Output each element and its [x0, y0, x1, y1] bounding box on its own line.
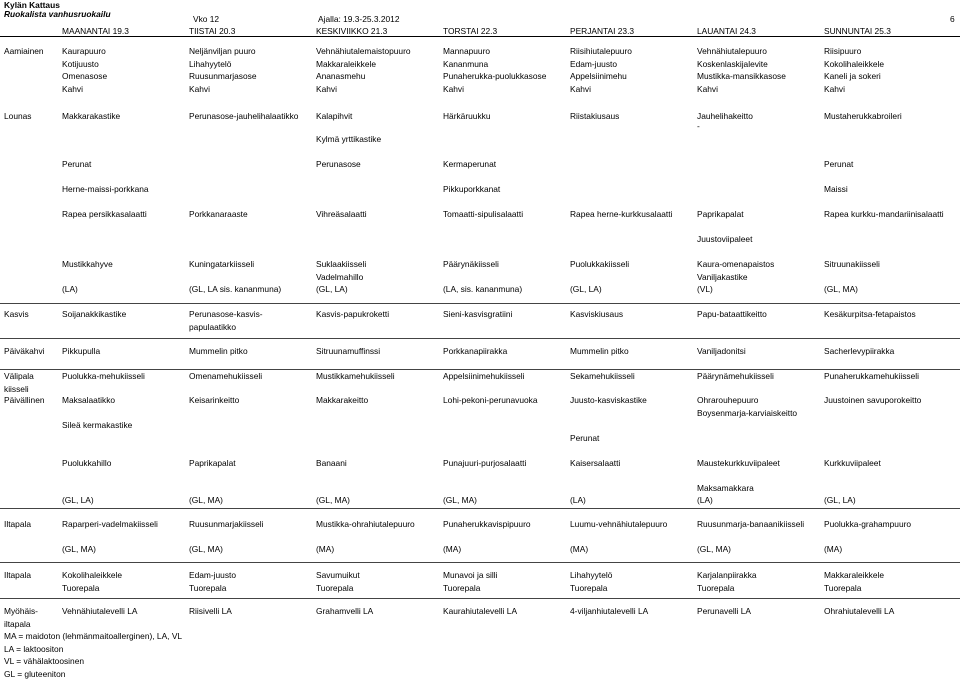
diet-code: (LA) — [62, 284, 78, 294]
meal-label-paivallinen: Päivällinen — [4, 395, 45, 405]
menu-item: Kesäkurpitsa-fetapaistos — [824, 309, 916, 319]
diet-code: (MA) — [570, 544, 589, 554]
meal-label-myohaisiltapala: Myöhäis- — [4, 606, 38, 616]
menu-item: Luumu-vehnähiutalepuuro — [570, 519, 668, 529]
meal-label-myohaisiltapala: iltapala — [4, 618, 31, 629]
menu-item: Puolukkahillo — [62, 458, 112, 468]
diet-code: (GL, LA) — [316, 284, 348, 294]
menu-item-dash: - — [697, 121, 700, 131]
menu-item: Juustoinen savuporokeitto — [824, 395, 922, 405]
diet-code: (LA, sis. kananmuna) — [443, 284, 523, 294]
menu-item: Suklaakiisseli — [316, 259, 367, 269]
menu-item: Kasviskiusaus — [570, 309, 624, 319]
menu-item: Kurkkuviipaleet — [824, 458, 881, 468]
meal-label-valipala: kiisseli — [4, 383, 29, 394]
menu-item: Kahvi — [697, 83, 718, 94]
menu-item: Kokolihaleikkele — [824, 58, 885, 69]
menu-item: Mustaherukkabroileri — [824, 111, 902, 121]
diet-code: (GL, LA sis. kananmuna) — [189, 284, 282, 294]
menu-item: Rapea persikkasalaatti — [62, 209, 147, 219]
menu-item: Perunat — [824, 159, 854, 169]
document-title: Kylän Kattaus — [4, 0, 60, 10]
menu-item: Maksamakkara — [697, 483, 754, 493]
menu-item: Tuorepala — [824, 582, 862, 593]
section-divider — [0, 338, 960, 339]
menu-item: Soijanakkikastike — [62, 309, 127, 319]
menu-item: Omenasose — [62, 71, 108, 81]
menu-item: Edam-juusto — [570, 58, 618, 69]
diet-code: (GL, LA) — [62, 495, 94, 505]
day-header: TIISTAI 20.3 — [189, 26, 236, 36]
menu-item: Neljänviljan puuro — [189, 46, 256, 56]
section-divider — [0, 598, 960, 599]
menu-item: Kermaperunat — [443, 159, 497, 169]
meal-label-aamiainen: Aamiainen — [4, 46, 44, 56]
menu-item: Makkarakeitto — [316, 395, 369, 405]
menu-item: Boysenmarja-karviaiskeitto — [697, 408, 798, 418]
menu-item: Kaurapuuro — [62, 46, 106, 56]
menu-item: Banaani — [316, 458, 347, 468]
menu-item: Ruusunmarja-banaanikiisseli — [697, 519, 805, 529]
document-subtitle: Ruokalista vanhusruokailu — [4, 9, 111, 19]
menu-item: Tuorepala — [443, 582, 481, 593]
menu-item: Makkarakastike — [62, 111, 121, 121]
menu-item: Kahvi — [443, 83, 464, 94]
legend-line: GL = gluteeniton — [4, 668, 66, 679]
section-divider — [0, 508, 960, 509]
page-number: 6 — [950, 14, 955, 24]
menu-item: Puolukka-grahampuuro — [824, 519, 912, 529]
menu-item: Vaniljadonitsi — [697, 346, 746, 356]
menu-item: Vadelmahillo — [316, 271, 364, 282]
menu-item: Kahvi — [316, 83, 337, 94]
menu-item: Mustikka-mansikkasose — [697, 71, 786, 81]
meal-label-iltapala: Iltapala — [4, 570, 32, 580]
menu-item: Tuorepala — [697, 582, 735, 593]
menu-item: Herne-maissi-porkkana — [62, 184, 149, 194]
menu-item: Mustikkahyve — [62, 259, 113, 269]
menu-item: Savumuikut — [316, 570, 360, 580]
meal-label-lounas: Lounas — [4, 111, 32, 121]
diet-code: (GL, LA) — [824, 495, 856, 505]
menu-item: Kananmuna — [443, 58, 489, 69]
menu-item: Tuorepala — [570, 582, 608, 593]
menu-item: Koskenlaskijalevite — [697, 58, 768, 69]
menu-item: Perunavelli LA — [697, 606, 752, 616]
menu-item: Vaniljakastike — [697, 271, 748, 282]
menu-item: 4-viljanhiutalevelli LA — [570, 606, 649, 616]
day-header: PERJANTAI 23.3 — [570, 26, 635, 36]
day-header: MAANANTAI 19.3 — [62, 26, 129, 36]
menu-item: Sitruunakiisseli — [824, 259, 880, 269]
menu-item: Sacherlevypiirakka — [824, 346, 895, 356]
section-divider — [0, 562, 960, 563]
menu-item: Papu-bataattikeitto — [697, 309, 767, 319]
menu-item: Makkaraleikkele — [824, 570, 885, 580]
menu-item: Riisivelli LA — [189, 606, 232, 616]
menu-item: Mustikkamehukiisseli — [316, 371, 395, 381]
menu-item: Kahvi — [570, 83, 591, 94]
day-header: TORSTAI 22.3 — [443, 26, 498, 36]
menu-item: Tomaatti-sipulisalaatti — [443, 209, 524, 219]
menu-item: Omenamehukiisseli — [189, 371, 263, 381]
legend-line: VL = vähälaktoosinen — [4, 656, 85, 666]
day-header: KESKIVIIKKO 21.3 — [316, 26, 388, 36]
menu-item: Vehnähiutalemaistopuuro — [316, 46, 411, 56]
menu-item: Ruusunmarjasose — [189, 71, 257, 81]
menu-item: Punaherukka-puolukkasose — [443, 71, 547, 81]
menu-item: Kahvi — [189, 83, 210, 94]
menu-item: Munavoi ja silli — [443, 570, 498, 580]
header-rule — [0, 36, 960, 37]
menu-item: Pikkuporkkanat — [443, 184, 501, 194]
menu-item: Pikkupulla — [62, 346, 101, 356]
menu-item: Kaisersalaatti — [570, 458, 621, 468]
menu-item: Mummelin pitko — [189, 346, 248, 356]
menu-item: Puolukka-mehukiisseli — [62, 371, 145, 381]
menu-item: Punaherukkamehukiisseli — [824, 371, 919, 381]
menu-item: Mummelin pitko — [570, 346, 629, 356]
menu-item: Riisipuuro — [824, 46, 862, 56]
menu-item: Kaneli ja sokeri — [824, 71, 881, 81]
menu-item: Maustekurkkuviipaleet — [697, 458, 780, 468]
meal-label-paivakahvi: Päiväkahvi — [4, 346, 45, 356]
menu-item: Perunasose-jauhelihalaatikko — [189, 111, 299, 121]
menu-item: Perunasose-kasvis- — [189, 309, 263, 319]
menu-item: Punaherukkavispipuuro — [443, 519, 531, 529]
menu-item: Appelsiinimehu — [570, 71, 627, 81]
diet-code: (GL, MA) — [316, 495, 350, 505]
menu-item: Edam-juusto — [189, 570, 237, 580]
menu-item: Paprikapalat — [189, 458, 236, 468]
menu-item: Sileä kermakastike — [62, 420, 133, 430]
menu-item: Kokolihaleikkele — [62, 570, 123, 580]
menu-item: papulaatikko — [189, 321, 237, 332]
menu-item: Keisarinkeitto — [189, 395, 240, 405]
diet-code: (GL, MA) — [824, 284, 858, 294]
menu-item: Kasvis-papukroketti — [316, 309, 390, 319]
menu-item: Rapea herne-kurkkusalaatti — [570, 209, 673, 219]
menu-item: Punajuuri-purjosalaatti — [443, 458, 527, 468]
menu-item: Tuorepala — [316, 582, 354, 593]
menu-item: Sitruunamuffinssi — [316, 346, 381, 356]
menu-item: Sekamehukiisseli — [570, 371, 635, 381]
diet-code: (LA) — [570, 495, 586, 505]
menu-item: Kahvi — [62, 83, 83, 94]
menu-item: Kotijuusto — [62, 58, 99, 69]
meal-label-kasvis: Kasvis — [4, 309, 29, 319]
menu-item: Perunat — [62, 159, 92, 169]
menu-item: Kalapihvit — [316, 111, 353, 121]
day-header: SUNNUNTAI 25.3 — [824, 26, 891, 36]
menu-item: Juusto-kasviskastike — [570, 395, 647, 405]
menu-item: Paprikapalat — [697, 209, 744, 219]
menu-item: Grahamvelli LA — [316, 606, 374, 616]
meal-label-iltapala: Iltapala — [4, 519, 32, 529]
week-label: Vko 12 — [193, 14, 220, 24]
menu-item: Kaurahiutalevelli LA — [443, 606, 518, 616]
menu-item: Kuningatarkiisseli — [189, 259, 255, 269]
menu-item: Härkäruukku — [443, 111, 491, 121]
menu-item: Porkkanapiirakka — [443, 346, 508, 356]
menu-item: Makkaraleikkele — [316, 58, 377, 69]
menu-item: Tuorepala — [189, 582, 227, 593]
diet-code: (GL, MA) — [189, 495, 223, 505]
menu-item: Mustikka-ohrahiutalepuuro — [316, 519, 415, 529]
diet-code: (MA) — [443, 544, 462, 554]
menu-item: Ohrarouhepuuro — [697, 395, 759, 405]
legend-line: LA = laktoositon — [4, 643, 64, 654]
menu-item: Tuorepala — [62, 582, 100, 593]
section-divider — [0, 369, 960, 370]
menu-item: Vehnähiutalevelli LA — [62, 606, 138, 616]
period-label: Ajalla: 19.3-25.3.2012 — [318, 14, 400, 24]
menu-item: Riistakiusaus — [570, 111, 620, 121]
diet-code: (LA) — [697, 495, 713, 505]
diet-code: (MA) — [824, 544, 843, 554]
menu-item: Raparperi-vadelmakiisseli — [62, 519, 158, 529]
menu-item: Kahvi — [824, 83, 845, 94]
diet-code: (MA) — [316, 544, 335, 554]
menu-item: Päärynäkiisseli — [443, 259, 499, 269]
day-header: LAUANTAI 24.3 — [697, 26, 756, 36]
diet-code: (GL, MA) — [443, 495, 477, 505]
menu-item: Kylmä yrttikastike — [316, 134, 382, 144]
menu-item: Perunat — [570, 433, 600, 443]
menu-item: Ohrahiutalevelli LA — [824, 606, 895, 616]
menu-item: Sieni-kasvisgratiini — [443, 309, 513, 319]
menu-item: Maksalaatikko — [62, 395, 116, 405]
menu-item: Riisihiutalepuuro — [570, 46, 632, 56]
section-divider — [0, 303, 960, 304]
menu-item: Ananasmehu — [316, 71, 366, 81]
menu-item: Päärynämehukiisseli — [697, 371, 774, 381]
diet-code: (VL) — [697, 284, 713, 294]
menu-item: Rapea kurkku-mandariinisalaatti — [824, 209, 944, 219]
menu-item: Vehnähiutalepuuro — [697, 46, 767, 56]
menu-item: Appelsiinimehukiisseli — [443, 371, 525, 381]
menu-item: Lihahyytelö — [189, 58, 232, 69]
menu-item: Vihreäsalaatti — [316, 209, 367, 219]
menu-item: Porkkanaraaste — [189, 209, 248, 219]
meal-label-valipala: Välipala — [4, 371, 34, 381]
menu-item: Lihahyytelö — [570, 570, 613, 580]
menu-item: Karjalanpiirakka — [697, 570, 757, 580]
diet-code: (GL, MA) — [697, 544, 731, 554]
menu-item: Lohi-pekoni-perunavuoka — [443, 395, 538, 405]
diet-code: (GL, MA) — [62, 544, 96, 554]
menu-item: Mannapuuro — [443, 46, 491, 56]
diet-code: (GL, MA) — [189, 544, 223, 554]
menu-item: Perunasose — [316, 159, 361, 169]
menu-item: Kaura-omenapaistos — [697, 259, 775, 269]
menu-item: Puolukkakiisseli — [570, 259, 630, 269]
menu-item: Maissi — [824, 184, 848, 194]
diet-code: (GL, LA) — [570, 284, 602, 294]
menu-item: Juustoviipaleet — [697, 234, 753, 244]
menu-item: Ruusunmarjakiisseli — [189, 519, 264, 529]
menu-item: Jauhelihakeitto — [697, 111, 753, 121]
legend-line: MA = maidoton (lehmänmaitoallerginen), LA, VL — [4, 631, 183, 641]
